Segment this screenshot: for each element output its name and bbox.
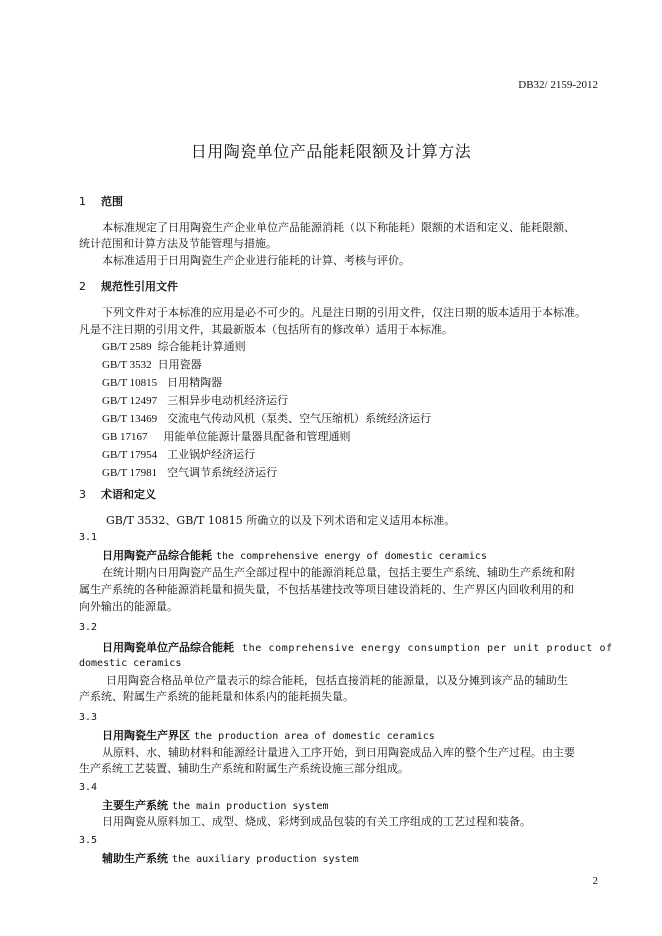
reference-code: GB/T 3532 <box>102 359 152 371</box>
section-title: 范围 <box>101 195 123 208</box>
s1-paragraph-1-line-1: 本标准规定了日用陶瓷生产企业单位产品能源消耗（以下称能耗）限额的术语和定义、能耗限额、 <box>102 221 575 234</box>
term-3-5 <box>102 851 359 867</box>
term-english: the production area of domestic ceramics <box>194 731 435 742</box>
reference-name: 三相异步电动机经济运行 <box>167 394 289 407</box>
reference-code: GB/T 10815 <box>102 377 158 389</box>
standard-code: DB32/ 2159-2012 <box>518 79 598 91</box>
term-english: the comprehensive energy consumption per unit product of <box>242 643 613 654</box>
normative-references-list <box>102 340 431 484</box>
term-chinese: 日用陶瓷生产界区 <box>102 729 190 742</box>
section-number: 1 <box>79 195 86 208</box>
section-number: 2 <box>79 280 86 293</box>
reference-item <box>102 412 431 430</box>
s2-paragraph-line-2: 凡是不注日期的引用文件，其最新版本（包括所有的修改单）适用于本标准。 <box>79 323 453 336</box>
clause-number: 3.3 <box>79 712 98 723</box>
clause-number: 3.4 <box>79 782 98 793</box>
section-1-heading <box>79 195 123 209</box>
t32-definition-line-1: 日用陶瓷合格品单位产量表示的综合能耗，包括直接消耗的能源量，以及分摊到该产品的辅助生 <box>106 674 568 687</box>
t33-definition-line-2: 生产系统工艺装置、辅助生产系统和附属生产系统设施三部分组成。 <box>79 762 409 775</box>
term-chinese: 日用陶瓷单位产品综合能耗 <box>102 641 234 654</box>
t31-definition-line-3: 向外输出的能源量。 <box>79 600 178 613</box>
s1-paragraph-1-line-2: 统计范围和计算方法及节能管理与措施。 <box>79 237 277 250</box>
reference-name: 用能单位能源计量器具配备和管理通则 <box>163 430 351 443</box>
reference-name: 工业锅炉经济运行 <box>167 448 256 461</box>
term-3-4 <box>102 798 329 814</box>
term-english: the comprehensive energy of domestic ceramics <box>216 551 487 562</box>
reference-code: GB/T 13469 <box>102 413 158 425</box>
t33-definition-line-1: 从原料、水、辅助材料和能源经计量进入工序开始，到日用陶瓷成品入库的整个生产过程。由主要 <box>102 746 575 759</box>
term-3-3 <box>102 728 435 744</box>
reference-item <box>102 466 431 484</box>
section-number: 3 <box>79 488 86 501</box>
reference-item <box>102 358 431 376</box>
clause-number: 3.2 <box>79 622 98 633</box>
term-chinese: 主要生产系统 <box>102 799 168 812</box>
reference-name: 交流电气传动风机（泵类、空气压缩机）系统经济运行 <box>167 412 432 425</box>
clause-number: 3.1 <box>79 532 98 543</box>
reference-name: 综合能耗计算通则 <box>157 340 246 353</box>
t34-definition-line-1: 日用陶瓷从原料加工、成型、烧成、彩烤到成品包装的有关工序组成的工艺过程和装备。 <box>102 815 531 828</box>
t32-definition-line-2: 产系统、附属生产系统的能耗量和体系内的能耗损失量。 <box>79 690 354 703</box>
section-title: 规范性引用文件 <box>101 280 178 293</box>
reference-item <box>102 430 431 448</box>
term-english: the auxiliary production system <box>172 854 359 865</box>
section-2-heading <box>79 280 178 294</box>
reference-item <box>102 376 431 394</box>
reference-name: 日用精陶器 <box>167 376 223 389</box>
reference-item <box>102 448 431 466</box>
s1-paragraph-2: 本标准适用于日用陶瓷生产企业进行能耗的计算、考核与评价。 <box>102 254 410 267</box>
s2-paragraph-line-1: 下列文件对于本标准的应用是必不可少的。凡是注日期的引用文件，仅注日期的版本适用于本标准。 <box>102 306 586 319</box>
reference-name: 空气调节系统经济运行 <box>167 466 278 479</box>
reference-code: GB/T 17981 <box>102 467 158 479</box>
reference-name: 日用瓷器 <box>157 358 202 371</box>
clause-number: 3.5 <box>79 835 98 846</box>
term-3-2 <box>102 640 613 656</box>
term-chinese: 辅助生产系统 <box>102 852 168 865</box>
term-english: the main production system <box>172 801 329 812</box>
t31-definition-line-2: 属生产系统的各种能源消耗量和损失量，不包括基建技改等项目建设消耗的、生产界区内回收利用的和 <box>79 583 574 596</box>
section-3-heading <box>79 488 156 502</box>
reference-code: GB/T 17954 <box>102 449 158 461</box>
reference-code: GB/T 12497 <box>102 395 158 407</box>
term-3-1 <box>102 548 487 564</box>
reference-code: GB 17167 <box>102 431 148 443</box>
term-chinese: 日用陶瓷产品综合能耗 <box>102 549 212 562</box>
document-title: 日用陶瓷单位产品能耗限额及计算方法 <box>190 142 472 161</box>
reference-item <box>102 340 431 358</box>
page-number: 2 <box>592 875 598 887</box>
s3-intro: GB/T 3532、GB/T 10815 所确立的以及下列术语和定义适用本标准。 <box>106 514 456 527</box>
reference-item <box>102 394 431 412</box>
reference-code: GB/T 2589 <box>102 341 152 353</box>
t31-definition-line-1: 在统计期内日用陶瓷产品生产全部过程中的能源消耗总量，包括主要生产系统、辅助生产系统和附 <box>102 566 575 579</box>
section-title: 术语和定义 <box>101 488 156 501</box>
term-english-continued: domestic ceramics <box>79 658 182 669</box>
